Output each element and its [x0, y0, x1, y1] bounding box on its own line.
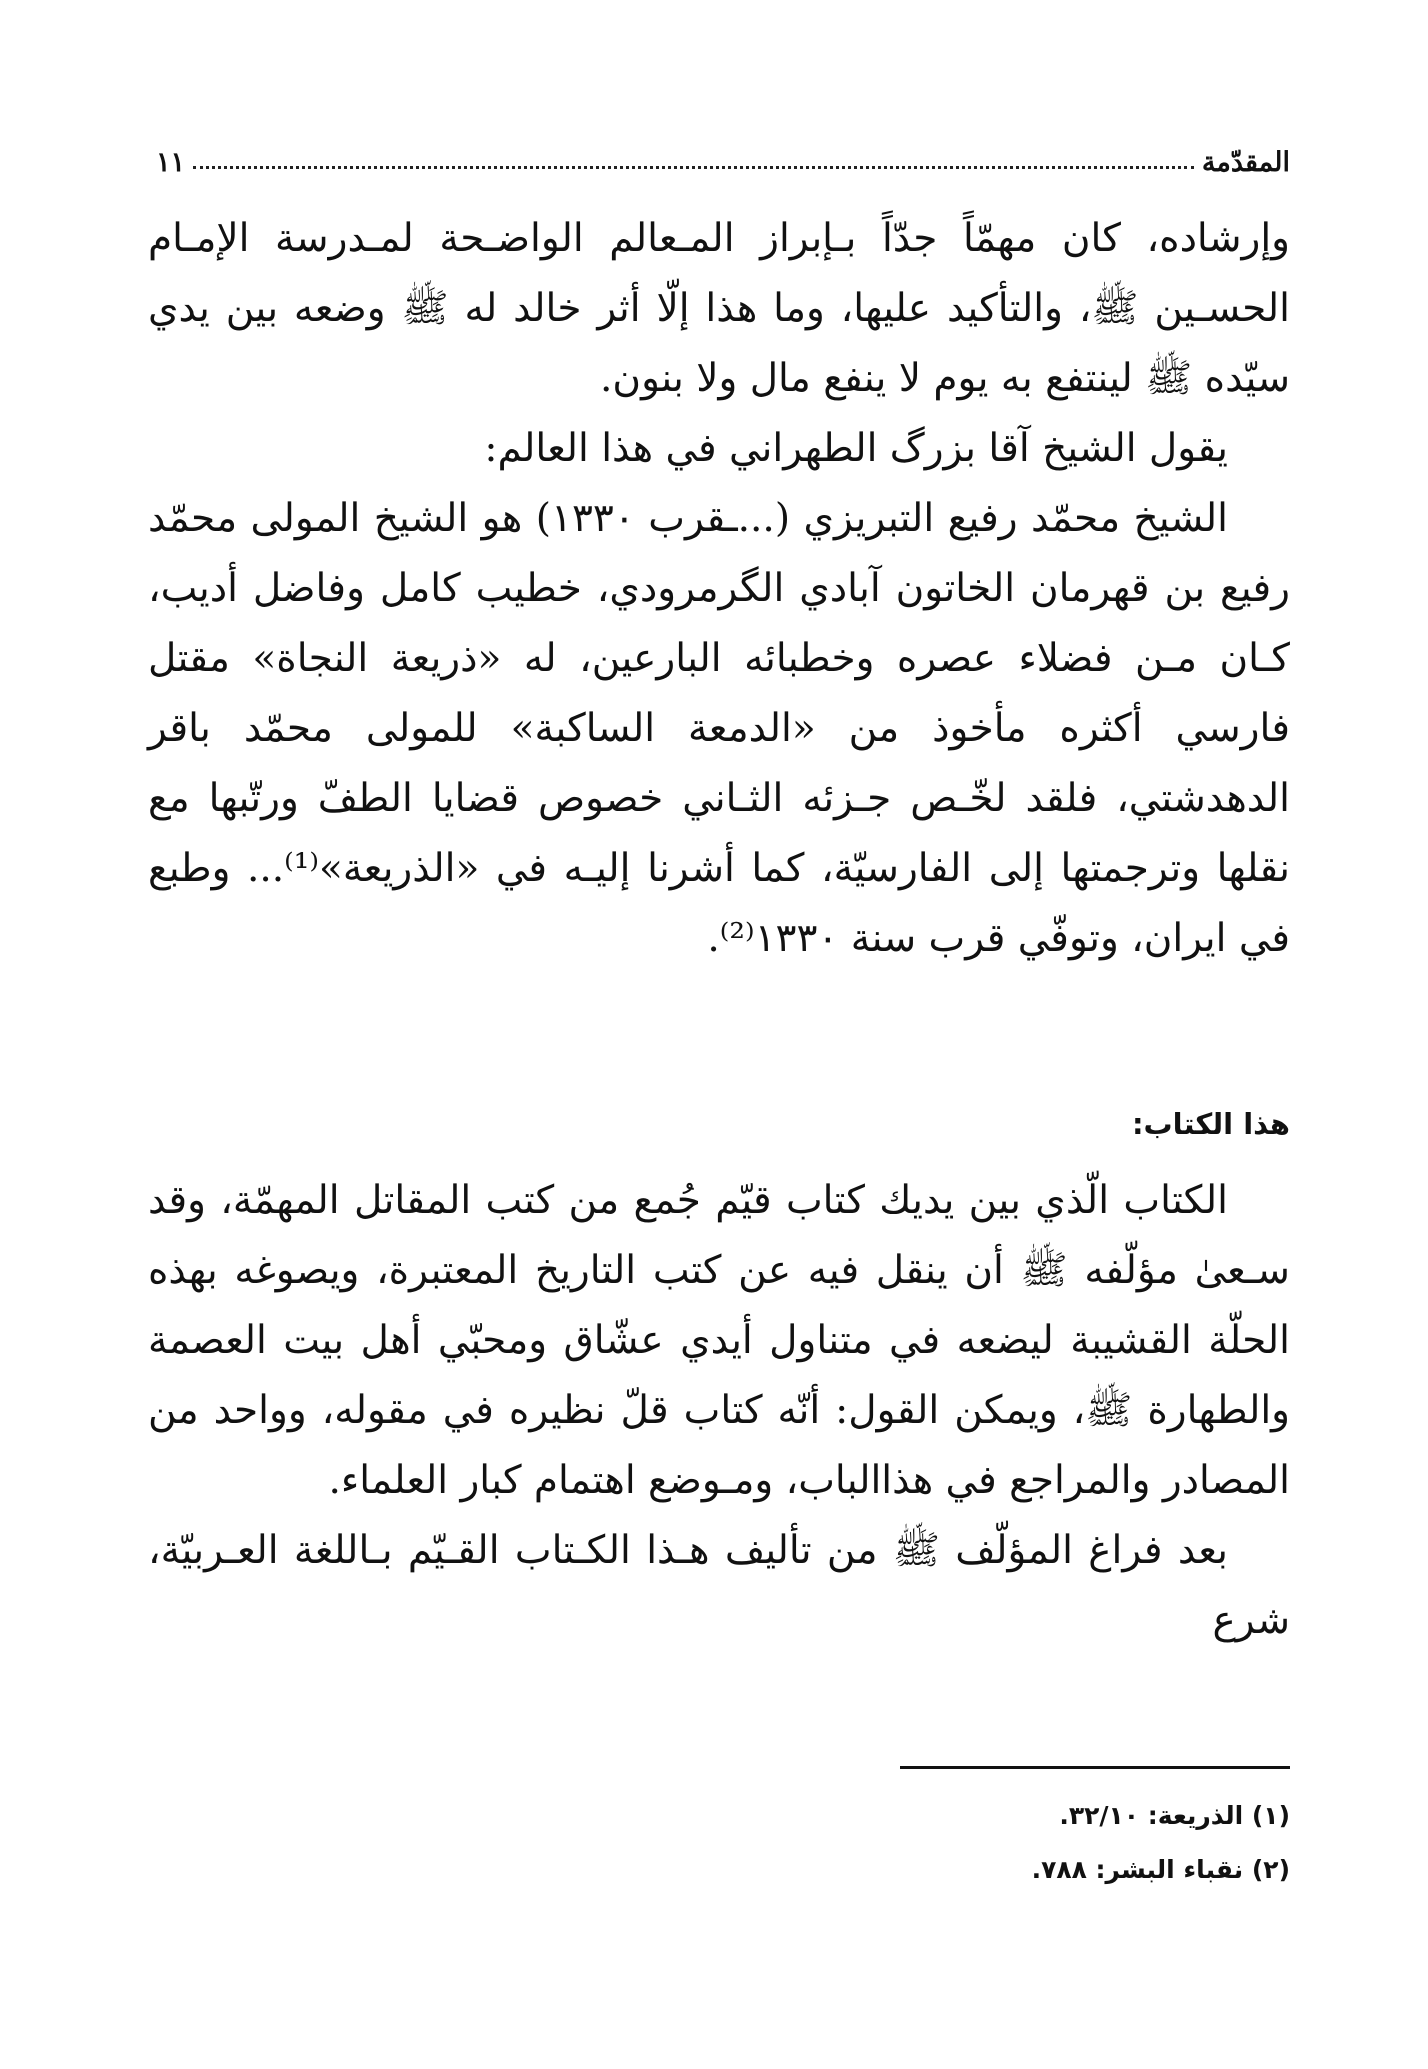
chapter-title: المقدّمة: [1201, 147, 1290, 178]
paragraph: الكتاب الّذي بين يديك كتاب قيّم جُمع من كتب المقاتل المهمّة، وقد سـعىٰ مؤلّفه ﷺ أن ينقل فيه عن كتب التاريخ المعتبرة، ويصوغه بهذه الحلّة القشيبة ليضعه في متناول أيدي عشّاق ومحبّي أهل بيت العصمة والطهارة ﷺ، ويمكن القول: أنّه كتاب قلّ نظيره في مقوله، وواحد من المصادر والمراجع في هذاالباب، ومـوضع اهتمام كبار العلماء.: [148, 1178, 1290, 1503]
paragraph: يقول الشيخ آقا بزرگ الطهراني في هذا العالم:: [484, 426, 1228, 471]
paragraph: الشيخ محمّد رفيع التبريزي (...ـقرب ١٣٣٠) هو الشيخ المولى محمّد رفيع بن قهرمان الخاتون آبادي الگرمرودي، خطيب كامل وفاضل أديب، كـان مـن فضلاء عصره وخطبائه البارعين، له «ذريعة النجاة» مقتل فارسي أكثره مأخوذ من «الدمعة الساكبة» للمولى محمّد باقر الدهدشتي، فلقد لخّـص جـزئه الثـاني خصوص قضايا الطفّ ورتّبها مع نقلها وترجمتها إلى الفارسيّة، كما أشرنا إليـه في «الذريعة»⁽¹⁾... وطبع في ايران، وتوفّي قرب سنة ١٣٣٠⁽²⁾.: [148, 496, 1290, 961]
section-heading: هذا الكتاب:: [1131, 1107, 1290, 1141]
running-header: [148, 130, 1290, 178]
footnote-divider: [900, 1766, 1290, 1769]
book-page: [148, 130, 1290, 2010]
footnote: (١) الذريعة: ٣٢/١٠.: [1059, 1801, 1290, 1830]
header-dot-leader: [193, 166, 1194, 169]
page-number: ١١: [156, 147, 186, 178]
footnote: (٢) نقباء البشر: ٧٨٨.: [1031, 1855, 1290, 1884]
paragraph: بعد فراغ المؤلّف ﷺ من تأليف هـذا الكـتاب القـيّم بـاللغة العـربيّة، شرع: [148, 1528, 1290, 1643]
paragraph: وإرشاده، كان مهمّاً جدّاً بـإبراز المـعالم الواضـحة لمـدرسة الإمـام الحسـين ﷺ، والتأكيد عليها، وما هذا إلّا أثر خالد له ﷺ وضعه بين يدي سيّده ﷺ لينتفع به يوم لا ينفع مال ولا بنون.: [148, 216, 1290, 401]
